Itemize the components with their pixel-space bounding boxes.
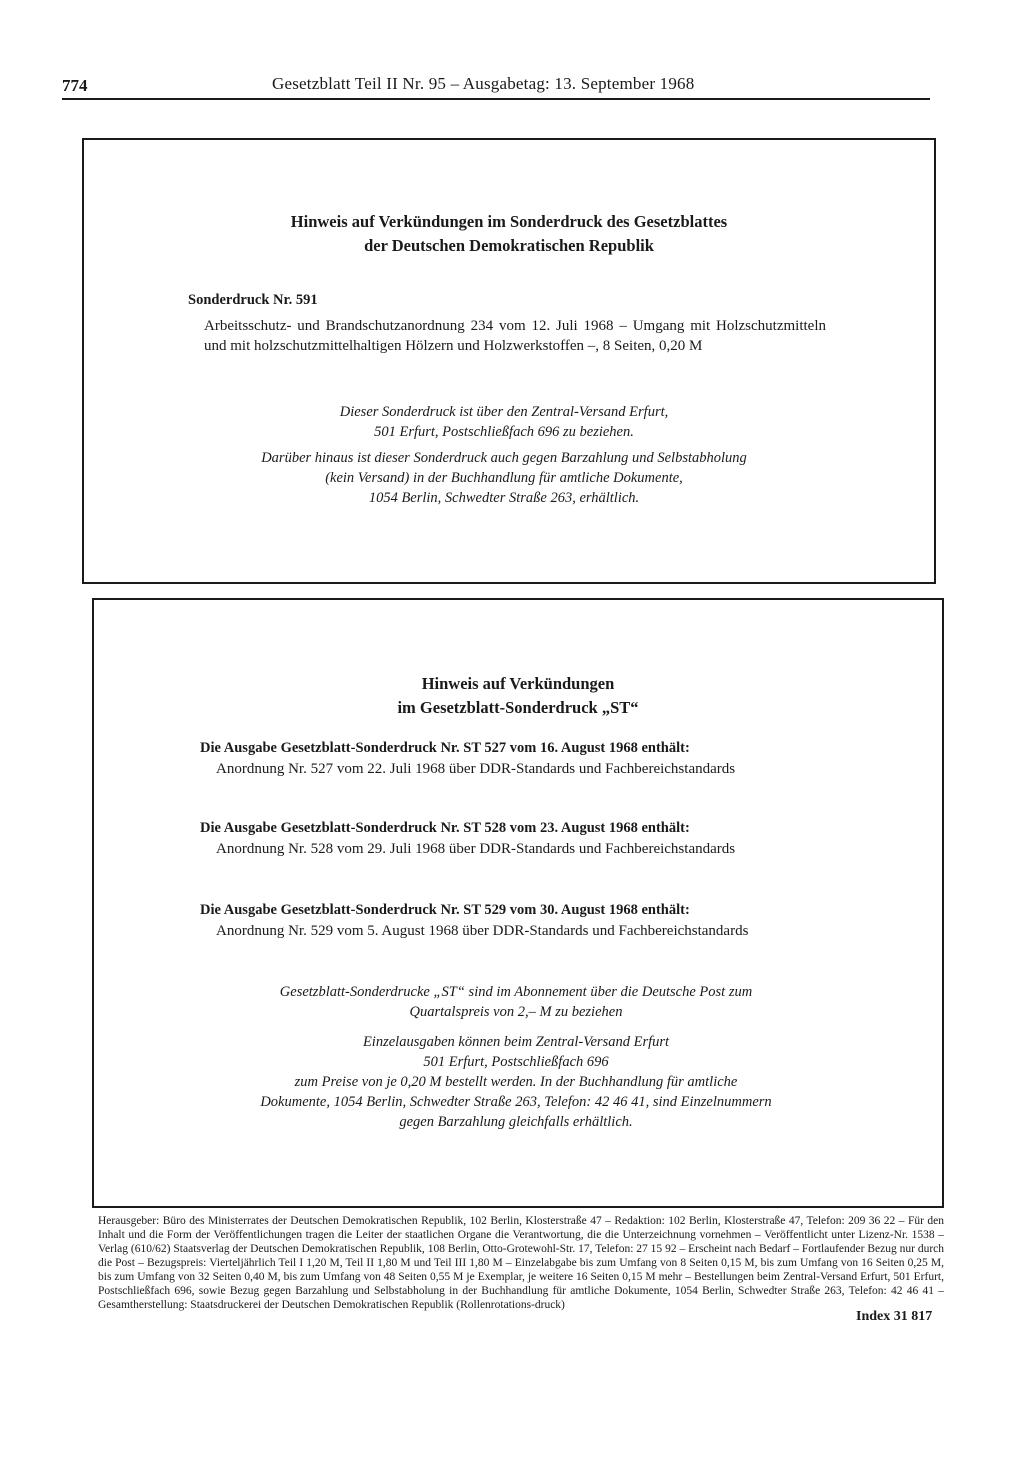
sonderdruck-label: Sonderdruck Nr. 591 — [188, 292, 318, 308]
running-header: Gesetzblatt Teil II Nr. 95 – Ausgabetag: 13. September 1968 — [272, 74, 695, 93]
issue-entry — [200, 738, 840, 778]
issue-heading: Die Ausgabe Gesetzblatt-Sonderdruck Nr. ST 527 vom 16. August 1968 enthält: — [200, 740, 690, 756]
issue-heading: Die Ausgabe Gesetzblatt-Sonderdruck Nr. ST 528 vom 23. August 1968 enthält: — [200, 820, 690, 836]
single-issue-note-line-2: 501 Erfurt, Postschließfach 696 — [423, 1054, 609, 1070]
price-note-line-2: Dokumente, 1054 Berlin, Schwedter Straße 263, Telefon: 42 46 41, sind Einzelnummern — [260, 1094, 772, 1110]
page-number: 774 — [62, 76, 88, 95]
price-note-line-1: zum Preise von je 0,20 M bestellt werden. In der Buchhandlung für amtliche — [294, 1074, 738, 1090]
price-note — [196, 1072, 836, 1132]
issue-heading: Die Ausgabe Gesetzblatt-Sonderdruck Nr. ST 529 vom 30. August 1968 enthält: — [200, 902, 690, 918]
notice-title-line-2: der Deutschen Demokratischen Republik — [364, 236, 654, 255]
subscription-note-line-2: Quartalspreis von 2,– M zu beziehen — [409, 1004, 623, 1020]
notice-title-line-2: im Gesetzblatt-Sonderdruck „ST“ — [397, 698, 639, 717]
issue-entry — [200, 900, 840, 940]
notice-box-st — [92, 598, 944, 1208]
subscription-note — [196, 982, 836, 1022]
imprint: Herausgeber: Büro des Ministerrates der Deutschen Demokratischen Republik, 102 Berlin, Klosterstraße 47 – Redaktion: 102 Berlin, Klosterstraße 47, Telefon: 209 36 22 – Für den Inhalt und die Form der Veröffentlichungen tragen die Leiter der staatlichen Organe die Verantwortung, die die Unterzeichnung vornehmen – Veröffentlicht unter Lizenz-Nr. 1538 – Verlag (610/62) Staatsverlag der Deutschen Demokratischen Republik, 108 Berlin, Otto-Grotewohl-Str. 17, Telefon: 27 15 92 – Erscheint nach Bedarf – Fortlaufender Bezug nur durch die Post – Bezugspreis: Vierteljährlich Teil I 1,20 M, Teil II 1,80 M und Teil III 1,80 M – Einzelabgabe bis zum Umfang von 8 Seiten 0,15 M, bis zum Umfang von 16 Seiten 0,25 M, bis zum Umfang von 32 Seiten 0,40 M, bis zum Umfang von 48 Seiten 0,55 M je Exemplar, je weitere 16 Seiten 0,15 M mehr – Bestellungen beim Zentral-Versand Erfurt, 501 Erfurt, Postschließfach 696, sowie Bezug gegen Barzahlung und Selbstabholung in der Buchhandlung für amtliche Dokumente, 1054 Berlin, Schwedter Straße 263, Telefon: 42 46 41 – Gesamtherstellung: Staatsdruckerei der Deutschen Demokratischen Republik (Rollenrotations-druck) — [98, 1215, 944, 1311]
ordering-note — [184, 402, 824, 442]
ordering-note-line-1: Dieser Sonderdruck ist über den Zentral-Versand Erfurt, — [339, 404, 669, 420]
notice-title-line-1: Hinweis auf Verkündungen — [421, 674, 615, 693]
price-note-line-3: gegen Barzahlung gleichfalls erhältlich. — [399, 1114, 633, 1130]
pickup-note-line-2: (kein Versand) in der Buchhandlung für amtliche Dokumente, — [325, 470, 683, 486]
issue-content: Anordnung Nr. 529 vom 5. August 1968 über DDR-Standards und Fachbereichstandards — [216, 923, 749, 939]
header-rule — [62, 98, 930, 100]
issue-content: Anordnung Nr. 527 vom 22. Juli 1968 über DDR-Standards und Fachbereichstandards — [216, 761, 736, 777]
subscription-note-line-1: Gesetzblatt-Sonderdrucke „ST“ sind im Abonnement über die Deutsche Post zum — [279, 984, 753, 1000]
pickup-note-line-3: 1054 Berlin, Schwedter Straße 263, erhältlich. — [368, 490, 640, 506]
single-issue-note-line-1: Einzelausgaben können beim Zentral-Versand Erfurt — [362, 1034, 670, 1050]
pickup-note — [184, 448, 824, 508]
notice-title — [94, 672, 942, 720]
issue-content: Anordnung Nr. 528 vom 29. Juli 1968 über DDR-Standards und Fachbereichstandards — [216, 841, 736, 857]
pickup-note-line-1: Darüber hinaus ist dieser Sonderdruck auch gegen Barzahlung und Selbstabholung — [261, 450, 747, 466]
ordering-note-line-2: 501 Erfurt, Postschließfach 696 zu beziehen. — [374, 424, 634, 440]
single-issue-note — [196, 1032, 836, 1072]
issue-entry — [200, 818, 840, 858]
index-number: Index 31 817 — [856, 1309, 933, 1324]
notice-title-line-1: Hinweis auf Verkündungen im Sonderdruck des Gesetzblattes — [290, 212, 728, 231]
notice-title — [84, 210, 934, 258]
notice-box-sonderdruck — [82, 138, 936, 584]
sonderdruck-description: Arbeitsschutz- und Brandschutzanordnung 234 vom 12. Juli 1968 – Umgang mit Holzschutzmitteln und mit holzschutzmittelhaltigen Hölzern und Holzwerkstoffen –, 8 Seiten, 0,20 M — [204, 318, 826, 354]
